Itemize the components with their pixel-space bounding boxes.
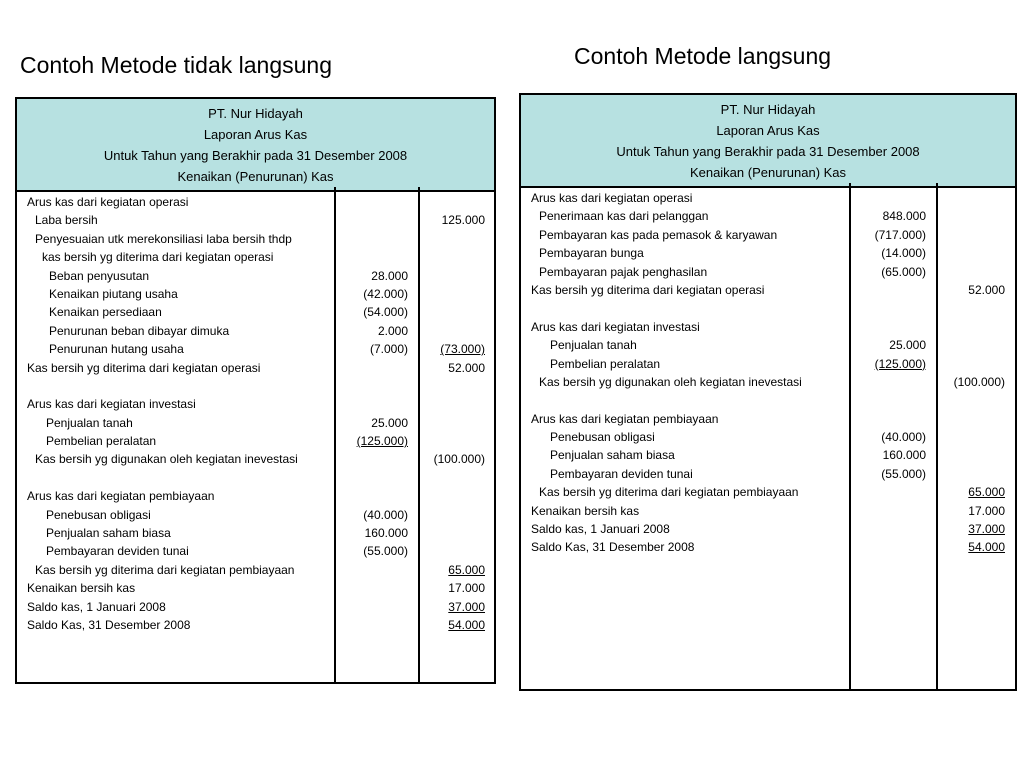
table-row: [17, 395, 494, 413]
row-label: Penurunan hutang usaha: [49, 342, 184, 357]
table-row: [521, 373, 1015, 391]
row-label: Arus kas dari kegiatan pembiayaan: [531, 411, 719, 426]
total-amount: 17.000: [968, 503, 1005, 518]
total-amount: (73.000): [440, 342, 485, 357]
row-label: Penjualan tanah: [550, 338, 637, 353]
table-row: [17, 524, 494, 542]
direct-method-statement: [519, 93, 1017, 691]
row-label: Arus kas dari kegiatan operasi: [27, 195, 189, 209]
table-row: [17, 450, 494, 468]
row-label: Saldo Kas, 31 Desember 2008: [27, 617, 191, 632]
row-label: Kas bersih yg diterima dari kegiatan pembiayaan: [539, 485, 799, 500]
table-row: [17, 211, 494, 229]
statement-rows: [521, 189, 1015, 557]
detail-amount: 848.000: [882, 209, 926, 224]
blank-row: [17, 377, 494, 395]
detail-amount: (54.000): [363, 305, 408, 320]
row-label: Pembayaran bunga: [539, 246, 644, 261]
row-label: kas bersih yg diterima dari kegiatan operasi: [42, 250, 274, 265]
row-label: Kas bersih yg diterima dari kegiatan operasi: [27, 360, 261, 375]
table-row: [521, 520, 1015, 538]
statement-body: [521, 183, 1015, 689]
row-label: Arus kas dari kegiatan operasi: [531, 191, 693, 205]
table-row: [521, 207, 1015, 225]
row-label: Kenaikan bersih kas: [531, 503, 640, 518]
statement-header: [521, 95, 1015, 188]
table-row: [521, 483, 1015, 501]
total-amount: 17.000: [448, 581, 485, 596]
table-row: [521, 189, 1015, 207]
table-row: [17, 285, 494, 303]
row-label: Pembelian peralatan: [550, 356, 661, 371]
company-name: PT. Nur Hidayah: [720, 102, 816, 117]
table-row: [17, 267, 494, 285]
table-row: [521, 318, 1015, 336]
detail-amount: (125.000): [874, 356, 926, 371]
row-label: Beban penyusutan: [49, 268, 150, 283]
table-row: [17, 432, 494, 450]
table-row: [521, 336, 1015, 354]
blank-row: [521, 299, 1015, 317]
row-label: Pembayaran deviden tunai: [46, 544, 189, 559]
report-period: Untuk Tahun yang Berakhir pada 31 Desember 2008: [616, 144, 920, 159]
company-name: PT. Nur Hidayah: [208, 106, 303, 121]
total-amount: 125.000: [441, 213, 485, 228]
table-row: [17, 506, 494, 524]
row-label: Penurunan beban dibayar dimuka: [49, 323, 230, 338]
row-label: Pembayaran kas pada pemasok & karyawan: [539, 227, 778, 242]
row-label: Pembelian peralatan: [46, 434, 157, 449]
row-label: Arus kas dari kegiatan investasi: [531, 319, 700, 334]
report-subtitle: Kenaikan (Penurunan) Kas: [689, 165, 847, 180]
table-row: [17, 414, 494, 432]
total-amount: 54.000: [448, 617, 485, 632]
row-label: Penjualan tanah: [46, 415, 133, 430]
table-row: [17, 542, 494, 560]
detail-amount: (14.000): [881, 246, 926, 261]
detail-amount: 25.000: [371, 415, 408, 430]
total-amount: (100.000): [953, 374, 1005, 389]
row-label: Penjualan saham biasa: [46, 526, 171, 541]
table-row: [521, 410, 1015, 428]
table-row: [521, 281, 1015, 299]
row-label: Penjualan saham biasa: [550, 448, 675, 463]
table-row: [521, 446, 1015, 464]
row-label: Penebusan obligasi: [550, 430, 655, 445]
table-row: [17, 340, 494, 358]
table-row: [521, 538, 1015, 556]
report-subtitle: Kenaikan (Penurunan) Kas: [177, 169, 334, 184]
table-row: [17, 579, 494, 597]
row-label: Kenaikan persediaan: [49, 305, 162, 320]
detail-amount: (40.000): [881, 430, 926, 445]
table-row: [17, 616, 494, 634]
detail-amount: 160.000: [364, 526, 408, 541]
report-title: Laporan Arus Kas: [203, 127, 308, 142]
row-label: Kas bersih yg digunakan oleh kegiatan inevestasi: [35, 452, 298, 467]
total-amount: 52.000: [448, 360, 485, 375]
row-label: Kenaikan bersih kas: [27, 581, 136, 596]
row-label: Pembayaran deviden tunai: [550, 466, 693, 481]
blank-row: [17, 469, 494, 487]
detail-amount: 2.000: [377, 323, 408, 338]
detail-amount: (55.000): [363, 544, 408, 559]
table-row: [521, 502, 1015, 520]
total-amount: 54.000: [968, 540, 1005, 555]
row-label: Kas bersih yg diterima dari kegiatan operasi: [531, 282, 765, 297]
row-label: Kas bersih yg diterima dari kegiatan pembiayaan: [35, 562, 295, 577]
table-row: [521, 465, 1015, 483]
table-row: [17, 561, 494, 579]
row-label: Saldo kas, 1 Januari 2008: [27, 599, 166, 614]
detail-amount: (55.000): [881, 466, 926, 481]
detail-amount: (40.000): [363, 507, 408, 522]
row-label: Penyesuaian utk merekonsiliasi laba bersih thdp: [35, 231, 292, 246]
blank-row: [521, 391, 1015, 409]
indirect-method-statement: [15, 97, 496, 684]
total-amount: 37.000: [968, 522, 1005, 537]
row-label: Kenaikan piutang usaha: [49, 286, 178, 301]
total-amount: (100.000): [433, 452, 485, 467]
table-row: [521, 226, 1015, 244]
table-row: [17, 248, 494, 266]
table-row: [521, 355, 1015, 373]
detail-amount: (125.000): [356, 434, 408, 449]
report-title: Laporan Arus Kas: [716, 123, 820, 138]
table-row: [17, 322, 494, 340]
table-row: [521, 244, 1015, 262]
table-row: [521, 428, 1015, 446]
statement-body: [17, 187, 494, 682]
row-label: Arus kas dari kegiatan pembiayaan: [27, 489, 215, 504]
table-row: [17, 359, 494, 377]
detail-amount: (65.000): [881, 264, 926, 279]
row-label: Penerimaan kas dari pelanggan: [539, 209, 709, 224]
row-label: Laba bersih: [35, 213, 98, 228]
row-label: Penebusan obligasi: [46, 507, 151, 522]
table-row: [521, 263, 1015, 281]
detail-amount: (717.000): [874, 227, 926, 242]
page-title-indirect: Contoh Metode tidak langsung: [20, 52, 332, 78]
total-amount: 52.000: [968, 282, 1005, 297]
row-label: Pembayaran pajak penghasilan: [539, 264, 708, 279]
detail-amount: 28.000: [371, 268, 408, 283]
table-row: [17, 230, 494, 248]
detail-amount: (42.000): [363, 286, 408, 301]
table-row: [17, 193, 494, 211]
statement-rows: [17, 193, 494, 634]
table-row: [17, 487, 494, 505]
row-label: Arus kas dari kegiatan investasi: [27, 397, 196, 412]
row-label: Saldo kas, 1 Januari 2008: [531, 522, 670, 537]
detail-amount: 160.000: [882, 448, 926, 463]
report-period: Untuk Tahun yang Berakhir pada 31 Desember 2008: [103, 148, 408, 163]
total-amount: 65.000: [968, 485, 1005, 500]
total-amount: 37.000: [448, 599, 485, 614]
row-label: Kas bersih yg digunakan oleh kegiatan inevestasi: [539, 374, 802, 389]
table-row: [17, 598, 494, 616]
row-label: Saldo Kas, 31 Desember 2008: [531, 540, 695, 555]
detail-amount: (7.000): [369, 342, 408, 357]
detail-amount: 25.000: [889, 338, 926, 353]
total-amount: 65.000: [448, 562, 485, 577]
table-row: [17, 303, 494, 321]
statement-header: [17, 99, 494, 192]
page-title-direct: Contoh Metode langsung: [574, 43, 832, 69]
